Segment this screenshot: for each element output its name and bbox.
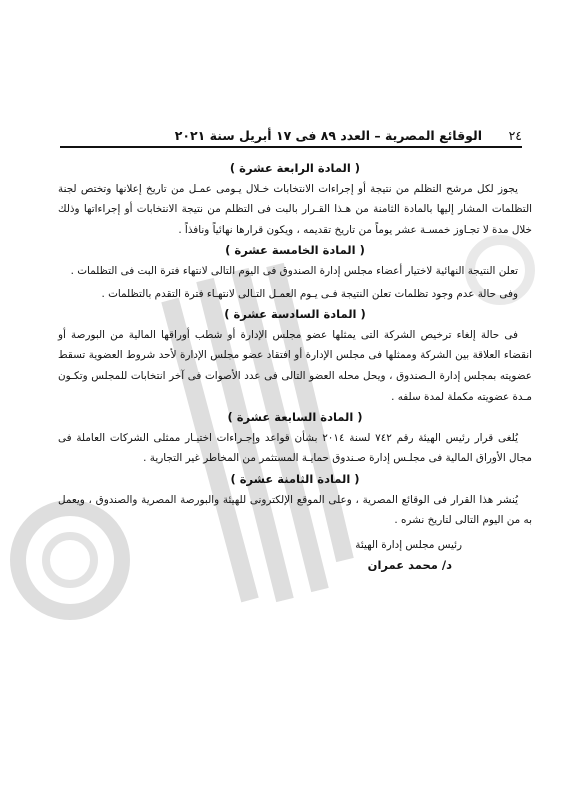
article-15-text-2: وفى حالة عدم وجود تظلمات تعلن النتيجة فـى يـوم العمـل التـالى لانتهـاء فترة التقدم بالتظلمات . <box>101 287 518 300</box>
decree-body <box>58 158 532 576</box>
page-header <box>60 128 522 148</box>
page-number: ٢٤ <box>508 128 522 143</box>
article-14-text: يجوز لكل مرشح التظلم من نتيجة أو إجراءات الانتخابات خـلال يـومى عمـل من تاريخ إعلانها وتختص لجنة التظلمات المشار إليها بالمادة الثامنة من هـذا القـرار بالبت فى التظلم من نتيجة الانتخابات أو إجراءاتها وذلك خلال مدة لا تجـاوز خمسـة عشر يوماً من تاريخ تقديمه ، ويكون قرارها نهائياً ونافذاً . <box>58 182 532 236</box>
article-15-heading: ( المادة الخامسة عشرة ) <box>225 243 365 258</box>
article-18-text: يُنشر هذا القرار فى الوقائع المصرية ، وعلى الموقع الإلكترونى للهيئة والبورصة المصرية والصندوق ، ويعمل به من اليوم التالى لتاريخ نشره . <box>58 493 532 527</box>
article-14-heading: ( المادة الرابعة عشرة ) <box>229 161 361 175</box>
article-17-text: يُلغى قرار رئيس الهيئة رقم ٧٤٢ لسنة ٢٠١٤ بشأن قواعد وإجـراءات اختيـار ممثلى الشركات العاملة فى مجال الأوراق المالية فى مجلـس إدارة صـندوق حمايـة المستثمر من المخاطر غير التجارية . <box>58 431 532 465</box>
signatory-name: د/ محمد عمران <box>367 558 452 573</box>
article-16-text: فى حالة إلغاء ترخيص الشركة التى يمثلها عضو مجلس الإدارة أو شطب أوراقها المالية من البورصة أو انقضاء العلاقة بين الشركة وممثلها فى مجلس الإدارة أو افتقاد عضو مجلس الإدارة لأحد شروط العضوية تسقط عضويته بمجلس إدارة الـصندوق ، ويحل محله العضو التالى فى عدد الأصوات فى آخر انتخابات للمجلس وتكـون مـدة عضويته مكملة لمدة سلفه . <box>58 328 532 403</box>
article-15-text-1: تعلن النتيجة النهائية لاختيار أعضاء مجلس إدارة الصندوق فى اليوم التالى لانتهاء فترة البت فى التظلمات . <box>70 264 518 277</box>
article-16-heading: ( المادة السادسة عشرة ) <box>224 307 366 322</box>
article-18-heading: ( المادة الثامنة عشرة ) <box>230 471 360 486</box>
gazette-title: الوقائع المصرية – العدد ٨٩ فى ١٧ أبريل سنة ٢٠٢١ <box>174 128 482 143</box>
signatory-title: رئيس مجلس إدارة الهيئة <box>355 538 462 551</box>
article-17-heading: ( المادة السابعة عشرة ) <box>227 410 363 425</box>
